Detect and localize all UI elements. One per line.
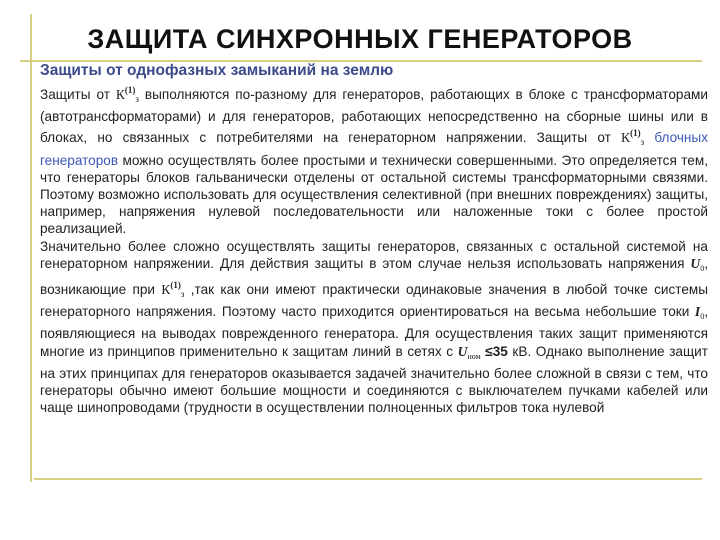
text-run: . Однако выполнение защит на этих принципах для генераторов оказывается задачей значительно более сложной в связи с тем, что генераторы обычно имеют большие мощности и соединяются с выключателем пучками кабелей или чаще шинопроводами (трудности в осуществлении полноценных фильтров тока нулевой bbox=[40, 343, 708, 416]
text-run: , появляющиеся на выводах поврежденного генератора. Для осуществления таких защит применяются многие из принципов применительно к защитам линий в сетях с bbox=[40, 304, 708, 359]
k-symbol: $К^{(1)}_з$ bbox=[621, 128, 645, 148]
unom-symbol: $U_{ном}$ bbox=[457, 343, 481, 361]
text-run: Значительно более сложно осуществлять защиты генераторов, связанных с остальной системой на генераторном напряжении. Для действия защиты в этом случае нельзя использовать напряжения bbox=[40, 238, 708, 271]
text-run: выполняются по-разному для генераторов, работающих в блоке с трансформаторами (автотрансформаторами) и для генераторов, работающих непосредственно на сборные шины или в блоках, но связанных с потребителями на генераторном напряжении. Защиты от bbox=[40, 87, 708, 146]
text-run: , возникающие при bbox=[40, 255, 708, 298]
paragraph-2 bbox=[40, 238, 708, 417]
text-run: можно осуществлять более простыми и технически совершенными. Это определяется тем, что генераторы блоков гальванически отделены от остальной системы трансформаторными связями. Поэтому возможно использовать для осуществления селективной (при внешних повреждениях) защиты, например, напряжения нулевой последовательности или наложенные токи с более простой реализацией. bbox=[40, 152, 708, 237]
voltage-limit: ≤35 bbox=[485, 343, 508, 359]
frame-vertical-line bbox=[30, 14, 32, 482]
slide-title: ЗАЩИТА СИНХРОННЫХ ГЕНЕРАТОРОВ bbox=[87, 24, 633, 54]
k-symbol: $К^{(1)}_з$ bbox=[115, 85, 139, 104]
frame-bottom-line bbox=[34, 478, 702, 480]
i0-symbol: $I_0$ bbox=[694, 304, 705, 322]
k-symbol: $К^{(1)}_з$ bbox=[161, 280, 185, 300]
highlighted-term: блочных генераторов bbox=[40, 130, 708, 168]
u0-symbol: $U_0$ bbox=[690, 255, 705, 273]
unit-kv: кВ bbox=[507, 343, 528, 359]
text-run: Защиты от bbox=[40, 87, 116, 102]
slide-subtitle: Защиты от однофазных замыканий на землю bbox=[40, 62, 394, 79]
paragraph-1 bbox=[40, 82, 708, 238]
text-run: ,так как они имеют практически одинаковые значения в любой точке системы генераторного напряжения. Поэтому часто приходится ориентироваться на весьма небольшие токи bbox=[40, 282, 709, 320]
body-text bbox=[40, 82, 708, 416]
